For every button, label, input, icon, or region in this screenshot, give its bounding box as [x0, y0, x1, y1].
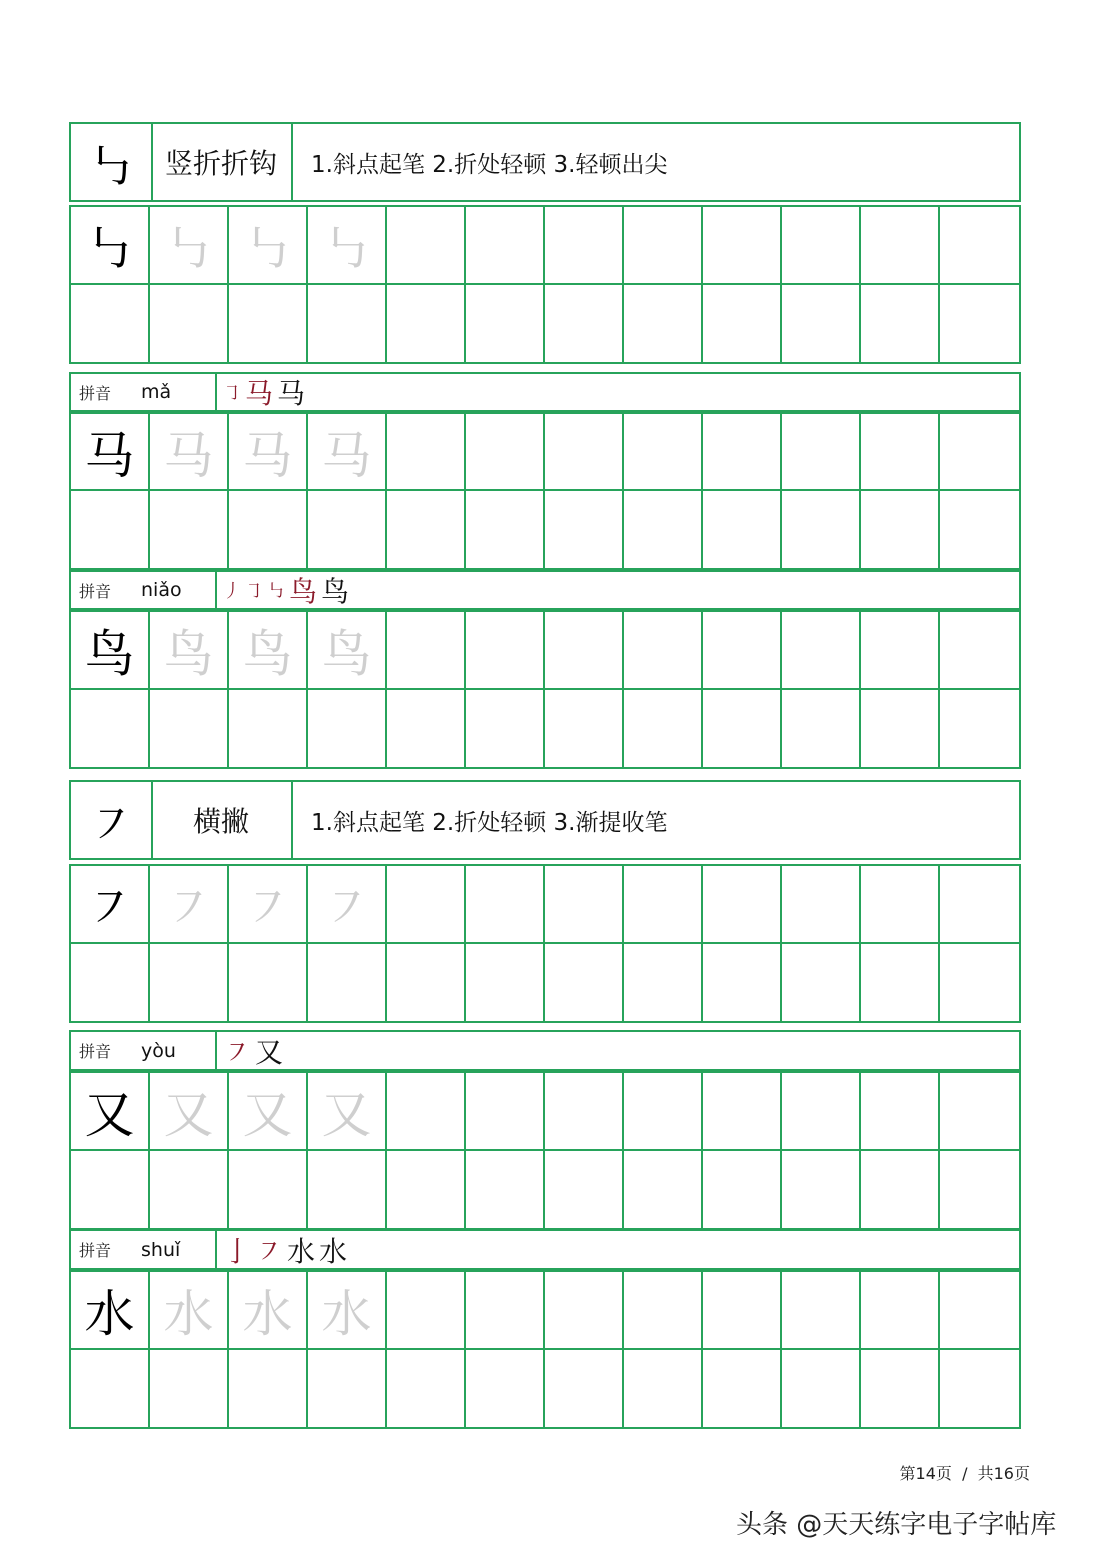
- blank-cell[interactable]: [71, 285, 150, 363]
- stroke-header-1: [69, 122, 1021, 202]
- trace-char-cell[interactable]: ㇇: [229, 866, 308, 944]
- blank-cell[interactable]: [229, 1350, 308, 1428]
- blank-cell[interactable]: [703, 491, 782, 568]
- trace-char-cell[interactable]: 又: [150, 1073, 229, 1151]
- stroke-order: [223, 1231, 351, 1268]
- blank-cell[interactable]: [861, 1151, 940, 1229]
- model-char-cell: ㇉: [71, 207, 150, 285]
- blank-cell[interactable]: [624, 1350, 703, 1428]
- blank-cell[interactable]: [150, 491, 229, 568]
- stroke-order-step: 马: [277, 377, 306, 410]
- blank-cell[interactable]: [861, 690, 940, 768]
- pinyin-text: yòu: [141, 1039, 176, 1062]
- stroke-glyph: ㇇: [71, 782, 153, 858]
- blank-cell[interactable]: [703, 207, 782, 285]
- stroke-name: 竖折折钩: [151, 124, 293, 200]
- blank-cell[interactable]: [466, 491, 545, 568]
- blank-cell[interactable]: [861, 491, 940, 568]
- blank-cell[interactable]: [466, 1073, 545, 1151]
- watermark: 头条 @天天练字电子字帖库: [736, 1510, 1057, 1540]
- blank-cell[interactable]: [703, 866, 782, 944]
- practice-grid-you: [69, 1071, 1021, 1230]
- blank-cell[interactable]: [545, 866, 624, 944]
- stroke-order-step: ㇇: [255, 1234, 284, 1268]
- blank-cell[interactable]: [782, 866, 861, 944]
- blank-cell[interactable]: [466, 612, 545, 690]
- pinyin-row-ma: [69, 372, 1021, 412]
- blank-cell[interactable]: [940, 944, 1019, 1022]
- pinyin-text: niǎo: [141, 579, 182, 601]
- blank-cell[interactable]: [545, 207, 624, 285]
- blank-cell[interactable]: [940, 491, 1019, 568]
- blank-cell[interactable]: [71, 1350, 150, 1428]
- blank-cell[interactable]: [387, 414, 466, 491]
- blank-cell[interactable]: [466, 1151, 545, 1229]
- blank-cell[interactable]: [782, 690, 861, 768]
- trace-char-cell[interactable]: 鸟: [229, 612, 308, 690]
- blank-cell[interactable]: [624, 944, 703, 1022]
- page-number: 第14页 / 共16页: [899, 1464, 1030, 1483]
- practice-grid-niao: [69, 610, 1021, 769]
- stroke-tips: 1.斜点起笔 2.折处轻顿 3.渐提收笔: [311, 809, 668, 836]
- blank-cell[interactable]: [624, 285, 703, 363]
- blank-cell[interactable]: [624, 1073, 703, 1151]
- blank-cell[interactable]: [624, 414, 703, 491]
- practice-grid-shui: [69, 1270, 1021, 1429]
- trace-char-cell[interactable]: 水: [150, 1272, 229, 1350]
- model-char-cell: 水: [71, 1272, 150, 1350]
- pinyin-label: 拼音: [79, 1042, 112, 1061]
- blank-cell[interactable]: [387, 1151, 466, 1229]
- blank-cell[interactable]: [387, 690, 466, 768]
- blank-cell[interactable]: [624, 1151, 703, 1229]
- blank-cell[interactable]: [545, 1151, 624, 1229]
- stroke-order-step: 亅: [223, 1234, 252, 1268]
- blank-cell[interactable]: [229, 1151, 308, 1229]
- blank-cell[interactable]: [466, 285, 545, 363]
- blank-cell[interactable]: [150, 690, 229, 768]
- trace-char-cell[interactable]: 马: [150, 414, 229, 491]
- blank-cell[interactable]: [150, 285, 229, 363]
- blank-cell[interactable]: [545, 1073, 624, 1151]
- blank-cell[interactable]: [71, 1151, 150, 1229]
- blank-cell[interactable]: [624, 612, 703, 690]
- stroke-order-step: 鸟: [321, 575, 350, 608]
- blank-cell[interactable]: [466, 207, 545, 285]
- blank-cell[interactable]: [703, 1073, 782, 1151]
- model-char-cell: 鸟: [71, 612, 150, 690]
- blank-cell[interactable]: [940, 1151, 1019, 1229]
- blank-cell[interactable]: [150, 1350, 229, 1428]
- stroke-order-step: ㇇: [223, 1035, 252, 1069]
- divider: [215, 1231, 217, 1268]
- trace-char-cell[interactable]: ㇉: [308, 207, 387, 285]
- blank-cell[interactable]: [940, 1350, 1019, 1428]
- pinyin-row-you: [69, 1030, 1021, 1071]
- trace-char-cell[interactable]: 马: [229, 414, 308, 491]
- blank-cell[interactable]: [782, 1350, 861, 1428]
- trace-char-cell[interactable]: 鸟: [308, 612, 387, 690]
- blank-cell[interactable]: [940, 1073, 1019, 1151]
- blank-cell[interactable]: [545, 1350, 624, 1428]
- trace-char-cell[interactable]: ㇉: [150, 207, 229, 285]
- blank-cell[interactable]: [703, 690, 782, 768]
- blank-cell[interactable]: [308, 285, 387, 363]
- blank-cell[interactable]: [387, 491, 466, 568]
- blank-cell[interactable]: [940, 207, 1019, 285]
- blank-cell[interactable]: [782, 1073, 861, 1151]
- divider: [215, 572, 217, 608]
- blank-cell[interactable]: [861, 612, 940, 690]
- pinyin-text: shuǐ: [141, 1238, 181, 1261]
- blank-cell[interactable]: [545, 1272, 624, 1350]
- blank-cell[interactable]: [308, 1350, 387, 1428]
- pinyin-text: mǎ: [141, 381, 172, 403]
- blank-cell[interactable]: [624, 1272, 703, 1350]
- blank-cell[interactable]: [71, 690, 150, 768]
- practice-grid-ma: [69, 412, 1021, 570]
- blank-cell[interactable]: [624, 207, 703, 285]
- blank-cell[interactable]: [782, 207, 861, 285]
- stroke-order: [223, 572, 353, 608]
- blank-cell[interactable]: [466, 944, 545, 1022]
- stroke-order-step: 又: [255, 1035, 284, 1069]
- blank-cell[interactable]: [782, 491, 861, 568]
- blank-cell[interactable]: [624, 491, 703, 568]
- stroke-name: 横撇: [151, 782, 293, 858]
- pinyin-row-shui: [69, 1229, 1021, 1270]
- blank-cell[interactable]: [466, 1350, 545, 1428]
- stroke-order-step: ㇆: [245, 581, 263, 602]
- blank-cell[interactable]: [861, 1272, 940, 1350]
- trace-char-cell[interactable]: 又: [308, 1073, 387, 1151]
- blank-cell[interactable]: [940, 1272, 1019, 1350]
- stroke-order: [223, 374, 309, 410]
- blank-cell[interactable]: [782, 285, 861, 363]
- trace-char-cell[interactable]: ㇉: [229, 207, 308, 285]
- blank-cell[interactable]: [229, 690, 308, 768]
- stroke-tips: 1.斜点起笔 2.折处轻顿 3.轻顿出尖: [311, 151, 668, 178]
- pinyin-row-niao: [69, 570, 1021, 610]
- blank-cell[interactable]: [466, 414, 545, 491]
- blank-cell[interactable]: [545, 944, 624, 1022]
- blank-cell[interactable]: [940, 285, 1019, 363]
- stroke-order-step: 马: [245, 377, 274, 410]
- blank-cell[interactable]: [545, 414, 624, 491]
- blank-cell[interactable]: [940, 866, 1019, 944]
- blank-cell[interactable]: [387, 1272, 466, 1350]
- blank-cell[interactable]: [545, 491, 624, 568]
- stroke-order-step: ㇆: [223, 383, 241, 404]
- blank-cell[interactable]: [861, 285, 940, 363]
- blank-cell[interactable]: [940, 414, 1019, 491]
- model-char-cell: 马: [71, 414, 150, 491]
- blank-cell[interactable]: [545, 690, 624, 768]
- blank-cell[interactable]: [150, 1151, 229, 1229]
- stroke-order: [223, 1032, 287, 1069]
- trace-char-cell[interactable]: 水: [229, 1272, 308, 1350]
- blank-cell[interactable]: [545, 612, 624, 690]
- blank-cell[interactable]: [308, 944, 387, 1022]
- blank-cell[interactable]: [387, 285, 466, 363]
- blank-cell[interactable]: [782, 1151, 861, 1229]
- blank-cell[interactable]: [782, 612, 861, 690]
- blank-cell[interactable]: [229, 285, 308, 363]
- stroke-order-step: 水: [319, 1234, 348, 1268]
- pinyin-label: 拼音: [79, 383, 112, 403]
- blank-cell[interactable]: [308, 1151, 387, 1229]
- stroke-glyph: ㇉: [71, 124, 153, 200]
- blank-cell[interactable]: [150, 944, 229, 1022]
- blank-cell[interactable]: [861, 414, 940, 491]
- blank-cell[interactable]: [229, 944, 308, 1022]
- divider: [215, 1032, 217, 1069]
- trace-char-cell[interactable]: ㇇: [308, 866, 387, 944]
- blank-cell[interactable]: [71, 944, 150, 1022]
- blank-cell[interactable]: [703, 612, 782, 690]
- trace-char-cell[interactable]: ㇇: [150, 866, 229, 944]
- practice-grid-stroke-1: [69, 205, 1021, 364]
- blank-cell[interactable]: [308, 690, 387, 768]
- blank-cell[interactable]: [387, 207, 466, 285]
- pinyin-label: 拼音: [79, 581, 112, 601]
- blank-cell[interactable]: [782, 944, 861, 1022]
- stroke-order-step: 水: [287, 1234, 316, 1268]
- trace-char-cell[interactable]: 又: [229, 1073, 308, 1151]
- blank-cell[interactable]: [387, 612, 466, 690]
- blank-cell[interactable]: [545, 285, 624, 363]
- blank-cell[interactable]: [782, 414, 861, 491]
- stroke-order-step: 鸟: [289, 575, 318, 608]
- practice-grid-stroke-2: [69, 864, 1021, 1023]
- pinyin-label: 拼音: [79, 1241, 112, 1260]
- blank-cell[interactable]: [308, 491, 387, 568]
- blank-cell[interactable]: [782, 1272, 861, 1350]
- blank-cell[interactable]: [861, 207, 940, 285]
- blank-cell[interactable]: [387, 866, 466, 944]
- blank-cell[interactable]: [940, 690, 1019, 768]
- trace-char-cell[interactable]: 马: [308, 414, 387, 491]
- trace-char-cell[interactable]: 鸟: [150, 612, 229, 690]
- blank-cell[interactable]: [387, 944, 466, 1022]
- blank-cell[interactable]: [624, 690, 703, 768]
- model-char-cell: 又: [71, 1073, 150, 1151]
- blank-cell[interactable]: [703, 285, 782, 363]
- stroke-order-step: ㇉: [267, 581, 285, 602]
- blank-cell[interactable]: [387, 1350, 466, 1428]
- blank-cell[interactable]: [229, 491, 308, 568]
- blank-cell[interactable]: [466, 866, 545, 944]
- blank-cell[interactable]: [861, 944, 940, 1022]
- blank-cell[interactable]: [71, 491, 150, 568]
- blank-cell[interactable]: [703, 1151, 782, 1229]
- stroke-order-step: 丿: [223, 581, 241, 602]
- blank-cell[interactable]: [703, 1350, 782, 1428]
- blank-cell[interactable]: [466, 690, 545, 768]
- blank-cell[interactable]: [387, 1073, 466, 1151]
- blank-cell[interactable]: [861, 1073, 940, 1151]
- trace-char-cell[interactable]: 水: [308, 1272, 387, 1350]
- blank-cell[interactable]: [861, 1350, 940, 1428]
- model-char-cell: ㇇: [71, 866, 150, 944]
- blank-cell[interactable]: [624, 866, 703, 944]
- blank-cell[interactable]: [466, 1272, 545, 1350]
- blank-cell[interactable]: [861, 866, 940, 944]
- blank-cell[interactable]: [703, 414, 782, 491]
- stroke-header-2: [69, 780, 1021, 860]
- blank-cell[interactable]: [703, 1272, 782, 1350]
- blank-cell[interactable]: [940, 612, 1019, 690]
- blank-cell[interactable]: [703, 944, 782, 1022]
- divider: [215, 374, 217, 410]
